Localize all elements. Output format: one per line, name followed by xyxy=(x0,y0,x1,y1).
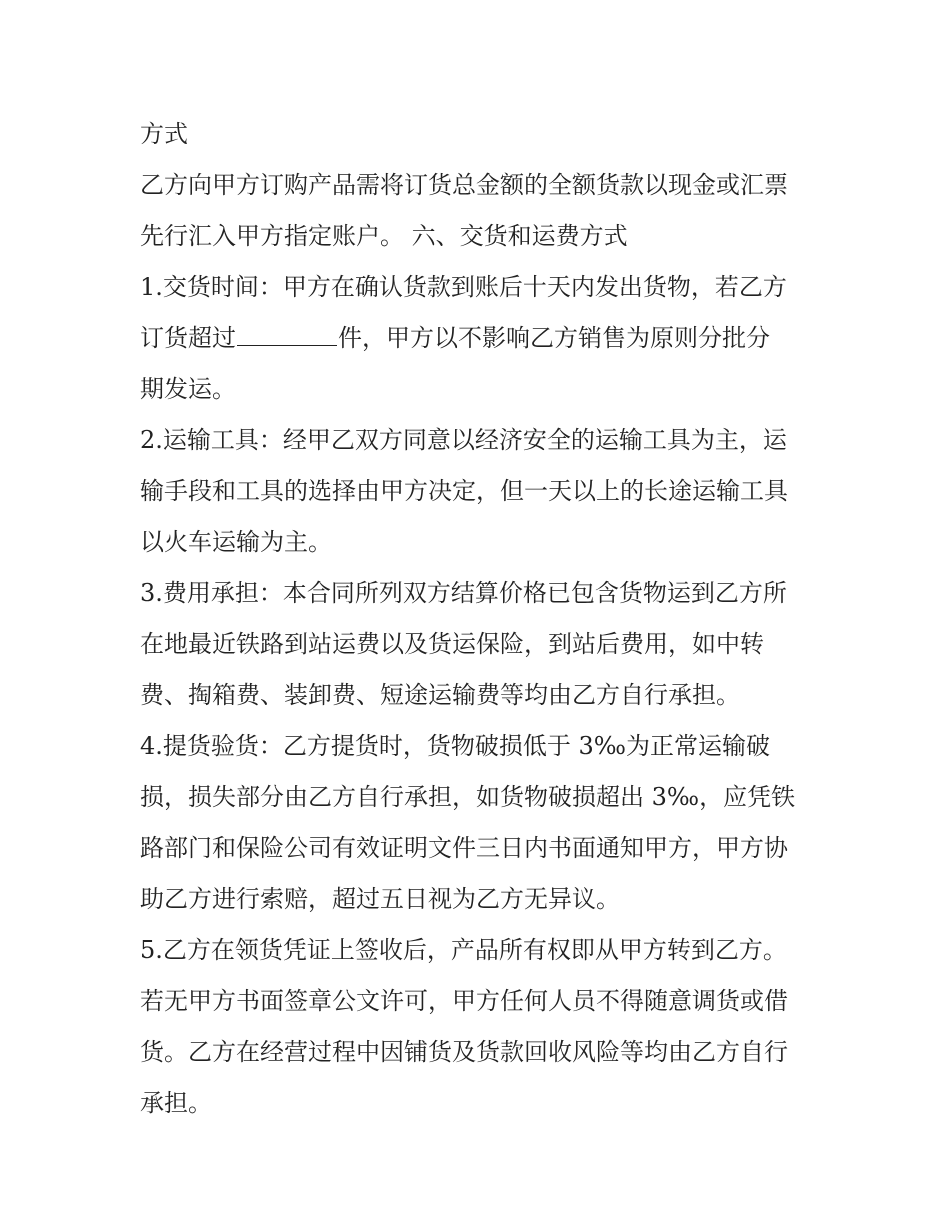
text-line: 货。乙方在经营过程中因铺货及货款回收风险等均由乙方自行 xyxy=(140,1038,788,1066)
text-line: 方式 xyxy=(140,120,188,148)
text-line-with-blank xyxy=(140,313,820,364)
text-line: 乙方向甲方订购产品需将订货总金额的全额货款以现金或汇票 xyxy=(140,171,788,199)
text-line: 若无甲方书面签章公文许可，甲方任何人员不得随意调货或借 xyxy=(140,987,788,1015)
document-body xyxy=(140,109,820,1129)
text-line: 先行汇入甲方指定账户。 六、交货和运费方式 xyxy=(140,222,628,250)
text-fragment: 订货超过 xyxy=(140,324,236,352)
text-fragment: 件，甲方以不影响乙方销售为原则分批分 xyxy=(338,324,770,352)
text-line: 2.运输工具：经甲乙双方同意以经济安全的运输工具为主，运 xyxy=(140,426,787,454)
quantity-blank xyxy=(237,323,337,346)
text-line: 损，损失部分由乙方自行承担，如货物破损超出 3‰，应凭铁 xyxy=(140,783,796,811)
text-line: 费、掏箱费、装卸费、短途运输费等均由乙方自行承担。 xyxy=(140,681,740,709)
text-line: 输手段和工具的选择由甲方决定，但一天以上的长途运输工具 xyxy=(140,477,788,505)
text-line: 路部门和保险公司有效证明文件三日内书面通知甲方，甲方协 xyxy=(140,834,788,862)
text-line: 承担。 xyxy=(140,1089,212,1117)
text-line: 在地最近铁路到站运费以及货运保险，到站后费用，如中转 xyxy=(140,630,764,658)
text-line: 期发运。 xyxy=(140,375,236,403)
text-line: 助乙方进行索赔，超过五日视为乙方无异议。 xyxy=(140,885,620,913)
text-line: 以火车运输为主。 xyxy=(140,528,332,556)
text-line: 4.提货验货：乙方提货时，货物破损低于 3‰为正常运输破 xyxy=(140,732,770,760)
text-line: 3.费用承担：本合同所列双方结算价格已包含货物运到乙方所 xyxy=(140,579,787,607)
text-line: 5.乙方在领货凭证上签收后，产品所有权即从甲方转到乙方。 xyxy=(140,936,787,964)
text-line: 1.交货时间：甲方在确认货款到账后十天内发出货物，若乙方 xyxy=(140,273,787,301)
